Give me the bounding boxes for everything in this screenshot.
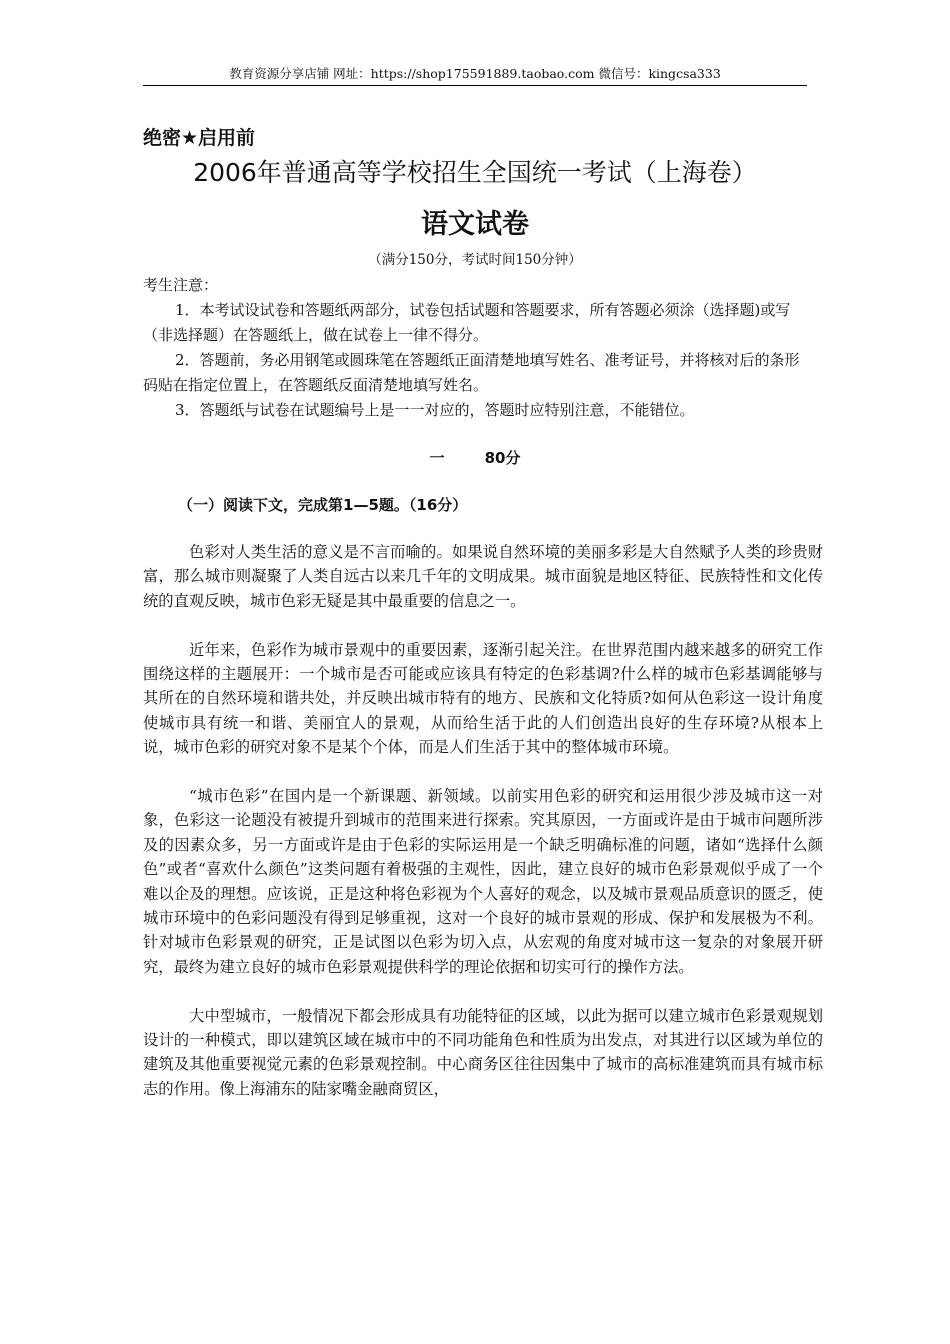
page-header: 教育资源分享店铺 网址：https://shop175591889.taobao.com 微信号：kingcsa333 [229,66,721,81]
header-rule [143,85,807,86]
part-heading [143,447,807,469]
part-number: 一 [429,449,445,467]
notice-item: 2．答题前，务必用钢笔或圆珠笔在答题纸正面清楚地填写姓名、准考证号，并将核对后的条形码贴在指定位置上，在答题纸反面清楚地填写姓名。 [143,351,800,394]
notice-item: 1．本考试设试卷和答题纸两部分，试卷包括试题和答题要求，所有答题必须涂（选择题)或写（非选择题）在答题纸上，做在试卷上一律不得分。 [143,301,791,344]
exam-title: 2006年普通高等学校招生全国统一考试（上海卷） [193,158,757,187]
paper-subtitle: 语文试卷 [421,209,529,240]
passage-paragraph: “城市色彩”在国内是一个新课题、新领域。以前实用色彩的研究和运用很少涉及城市这一对象，色彩这一论题没有被提升到城市的范围来进行探索。究其原因，一方面或许是由于城市问题所涉及的因素众多，另一方面或许是由于色彩的实际运用是一个缺乏明确标准的问题，诸如“选择什么颜色”或者“喜欢什么颜色”这类问题有着极强的主观性，因此，建立良好的城市色彩景观似乎成了一个难以企及的理想。应该说，正是这种将色彩视为个人喜好的观念，以及城市景观品质意识的匮乏，使城市环境中的色彩问题没有得到足够重视，这对一个良好的城市景观的形成、保护和发展极为不利。针对城市色彩景观的研究，正是试图以色彩为切入点，从宏观的角度对城市这一复杂的对象展开研究，最终为建立良好的城市色彩景观提供科学的理论依据和切实可行的操作方法。 [143,787,823,976]
passage-paragraph: 色彩对人类生活的意义是不言而喻的。如果说自然环境的美丽多彩是大自然赋予人类的珍贵财富，那么城市则凝聚了人类自远古以来几千年的文明成果。城市面貌是地区特征、民族特性和文化传统的直观反映，城市色彩无疑是其中最重要的信息之一。 [143,543,823,610]
passage-paragraph: 大中型城市，一般情况下都会形成具有功能特征的区域，以此为据可以建立城市色彩景观规划设计的一种模式，即以建筑区域在城市中的不同功能角色和性质为出发点，对其进行以区域为单位的建筑及其他重要视觉元素的色彩景观控制。中心商务区往往因集中了城市的高标准建筑而具有城市标志的作用。像上海浦东的陆家嘴金融商贸区， [143,1006,823,1098]
confidential-label: 绝密★启用前 [143,127,256,149]
reading-passage [143,540,823,1101]
section-heading: （一）阅读下文，完成第1—5题。（16分） [178,496,468,514]
passage-paragraph: 近年来，色彩作为城市景观中的重要因素，逐渐引起关注。在世界范围内越来越多的研究工作围绕这样的主题展开：一个城市是否可能或应该具有特定的色彩基调?什么样的城市色彩基调能够与其所在的自然环境和谐共处，并反映出城市特有的地方、民族和文化特质?如何从色彩这一设计角度使城市具有统一和谐、美丽宜人的景观，从而给生活于此的人们创造出良好的生存环境?从根本上说，城市色彩的研究对象不是某个个体，而是人们生活于其中的整体城市环境。 [143,640,823,757]
part-points: 80分 [484,449,521,467]
score-time-note: （满分150分，考试时间150分钟） [368,252,582,268]
notice-heading: 考生注意： [143,276,219,294]
notice-item: 3．答题纸与试卷在试题编号上是一一对应的，答题时应特别注意，不能错位。 [175,401,695,419]
candidate-notice [143,273,807,423]
